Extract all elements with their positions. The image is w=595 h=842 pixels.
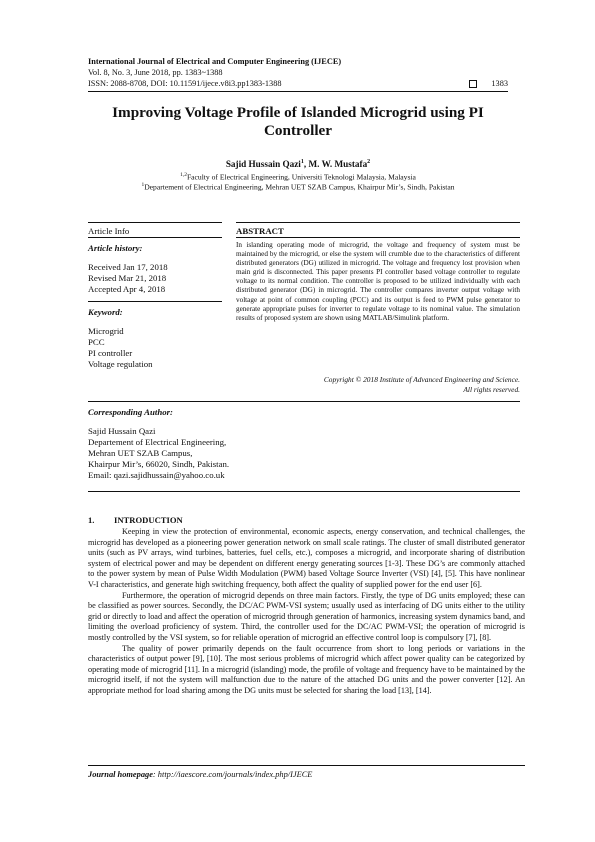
keyword-item: PI controller — [88, 348, 133, 358]
affiliation-1-text: Faculty of Electrical Engineering, Universiti Teknologi Malaysia, Malaysia — [186, 172, 416, 182]
keyword-item: PCC — [88, 337, 105, 347]
article-info-rule-2 — [88, 237, 222, 238]
corresponding-label: Corresponding Author: — [88, 407, 173, 417]
article-history-label: Article history: — [88, 243, 143, 253]
homepage-label: Journal homepage — [88, 770, 153, 779]
page-number: 1383 — [491, 79, 508, 88]
affiliation-2-text: Departement of Electrical Engineering, Mehran UET SZAB Campus, Khairpur Mir’s, Sindh, Pakistan — [144, 182, 455, 192]
revised-date: Revised Mar 21, 2018 — [88, 273, 167, 283]
corresponding-email: Email: qazi.sajidhussain@yahoo.co.uk — [88, 470, 225, 480]
abstract-text: In islanding operating mode of microgrid, the voltage and frequency of system must be maintained by the microgrid, or else the system will crumble due to the characteristics of different distributed generators (DG) utilized in microgrid. The voltage and frequency lost provision when main grid is disconnected. This paper presents PI controller based voltage controller to regulate voltage to its normal condition. The controller is proposed to be utilized individually with each distributed generator (DG) in microgrid. The controller compares inverter output voltage with voltage at point of common coupling (PCC) and its output is feed to PWM pulse generator to generate appropriate pulses for inverter to regulate voltage to its nominal value. The simulation results of proposed system are shown using MATLAB/Simulink platform. — [236, 241, 520, 322]
paragraph: The quality of power primarily depends on the fault occurrence from short to long periods or variations in the characteristics of output power [9], [10]. The most serious problems of microgrid which affect power quality can be categorized by operating mode of microgrid [11]. In a microgrid (islanding) mode, the profile of voltage and frequency have to be maintained by the microgrid itself, if not the system will malfunction due to the nature of the attached DG units and the power converter [12]. An appropriate method for load sharing among the DG units must be selected for sharing the load [13], [14]. — [88, 643, 525, 695]
affiliation-1-sup: 1,2 — [180, 172, 187, 178]
affiliation-2-sup: 1 — [141, 182, 145, 188]
corresponding-details — [88, 426, 229, 481]
page-number-block — [469, 79, 508, 88]
copyright-line-2: All rights reserved. — [463, 385, 520, 394]
author-separator: , — [303, 159, 309, 170]
paper-title: Improving Voltage Profile of Islanded Microgrid using PI Controller — [112, 104, 484, 139]
corresponding-bottom-rule — [88, 491, 520, 492]
paragraph: Furthermore, the operation of microgrid depends on three main factors. Firstly, the type of DG units employed; these can be classified as power sources. Secondly, the DC/AC PWM-VSI system; usually used as interfacing of DG units either to the utility grid or directly to load and affect the operation of microgrid through generation of harmonics, increasing system dynamics band, and limiting the overload proficiency of system. Third, the controller used for the DC/AC PWM-VSI; the operation of microgrid is mostly controlled by the VSI system, so for reliable operation of microgrid an effective control loop is compulsory [7], [8]. — [88, 590, 525, 642]
keyword-item: Voltage regulation — [88, 359, 153, 369]
affiliation-1 — [88, 172, 508, 182]
section-number: 1. — [88, 515, 95, 525]
section-title: INTRODUCTION — [114, 515, 183, 525]
corresponding-line: Khairpur Mir’s, 66020, Sindh, Pakistan. — [88, 459, 230, 469]
abstract-heading: ABSTRACT — [236, 226, 284, 236]
square-icon — [469, 80, 477, 88]
article-info-top-rule — [88, 222, 222, 223]
copyright-line-1: Copyright © 2018 Institute of Advanced Engineering and Science. — [323, 375, 520, 384]
paragraph: Keeping in view the protection of environmental, economic aspects, energy conservation, and technical challenges, the microgrid has developed as a pioneering power generation network on small scale ratings. The cluster of small distributed generator units (such as PV arrays, wind turbines, batteries, fuel cells, etc.), composes a microgrid, and incorporate sharing of distribution system of electrical power and may be dependent on different energy generating sources [1-3]. These DG’s are commonly attached to the power system by mean of Pulse Width Modulation (PWM) based Voltage Source Inverter (VSI) [4], [5]. This have nonlinear V-I characteristics, and generate high switching frequency, both affect the quality of supplied power for the end user [6]. — [88, 527, 525, 589]
footer-rule — [88, 765, 525, 766]
article-history — [88, 262, 168, 295]
volume-info: Vol. 8, No. 3, June 2018, pp. 1383~1388 — [88, 68, 223, 77]
header-rule — [88, 91, 508, 92]
section-heading — [88, 515, 183, 525]
article-info-heading: Article Info — [88, 226, 130, 236]
accepted-date: Accepted Apr 4, 2018 — [88, 284, 166, 294]
keyword-label: Keyword: — [88, 307, 123, 317]
keyword-rule — [88, 301, 222, 302]
abstract-top-rule — [236, 222, 520, 223]
corresponding-line: Mehran UET SZAB Campus, — [88, 448, 193, 458]
corresponding-top-rule — [88, 401, 520, 402]
keyword-item: Microgrid — [88, 326, 124, 336]
authors — [88, 159, 508, 169]
journal-name: International Journal of Electrical and Computer Engineering (IJECE) — [88, 57, 342, 66]
received-date: Received Jan 17, 2018 — [88, 262, 168, 272]
issn-doi: ISSN: 2088-8708, DOI: 10.11591/ijece.v8i3.pp1383-1388 — [88, 79, 282, 88]
abstract-rule-2 — [236, 237, 520, 238]
affiliation-2 — [88, 182, 508, 192]
corresponding-line: Departement of Electrical Engineering, — [88, 437, 227, 447]
homepage-url[interactable]: : http://iaescore.com/journals/index.php/IJECE — [152, 770, 313, 779]
copyright — [236, 375, 520, 395]
introduction-body — [88, 527, 525, 697]
corresponding-line: Sajid Hussain Qazi — [88, 426, 156, 436]
author-name-1: Sajid Hussain Qazi — [225, 159, 301, 170]
author-name-2: M. W. Mustafa — [308, 159, 368, 170]
author-sup-1: 1 — [300, 159, 304, 165]
author-sup-2: 2 — [367, 159, 371, 165]
keyword-list — [88, 326, 153, 370]
journal-homepage — [88, 770, 312, 779]
